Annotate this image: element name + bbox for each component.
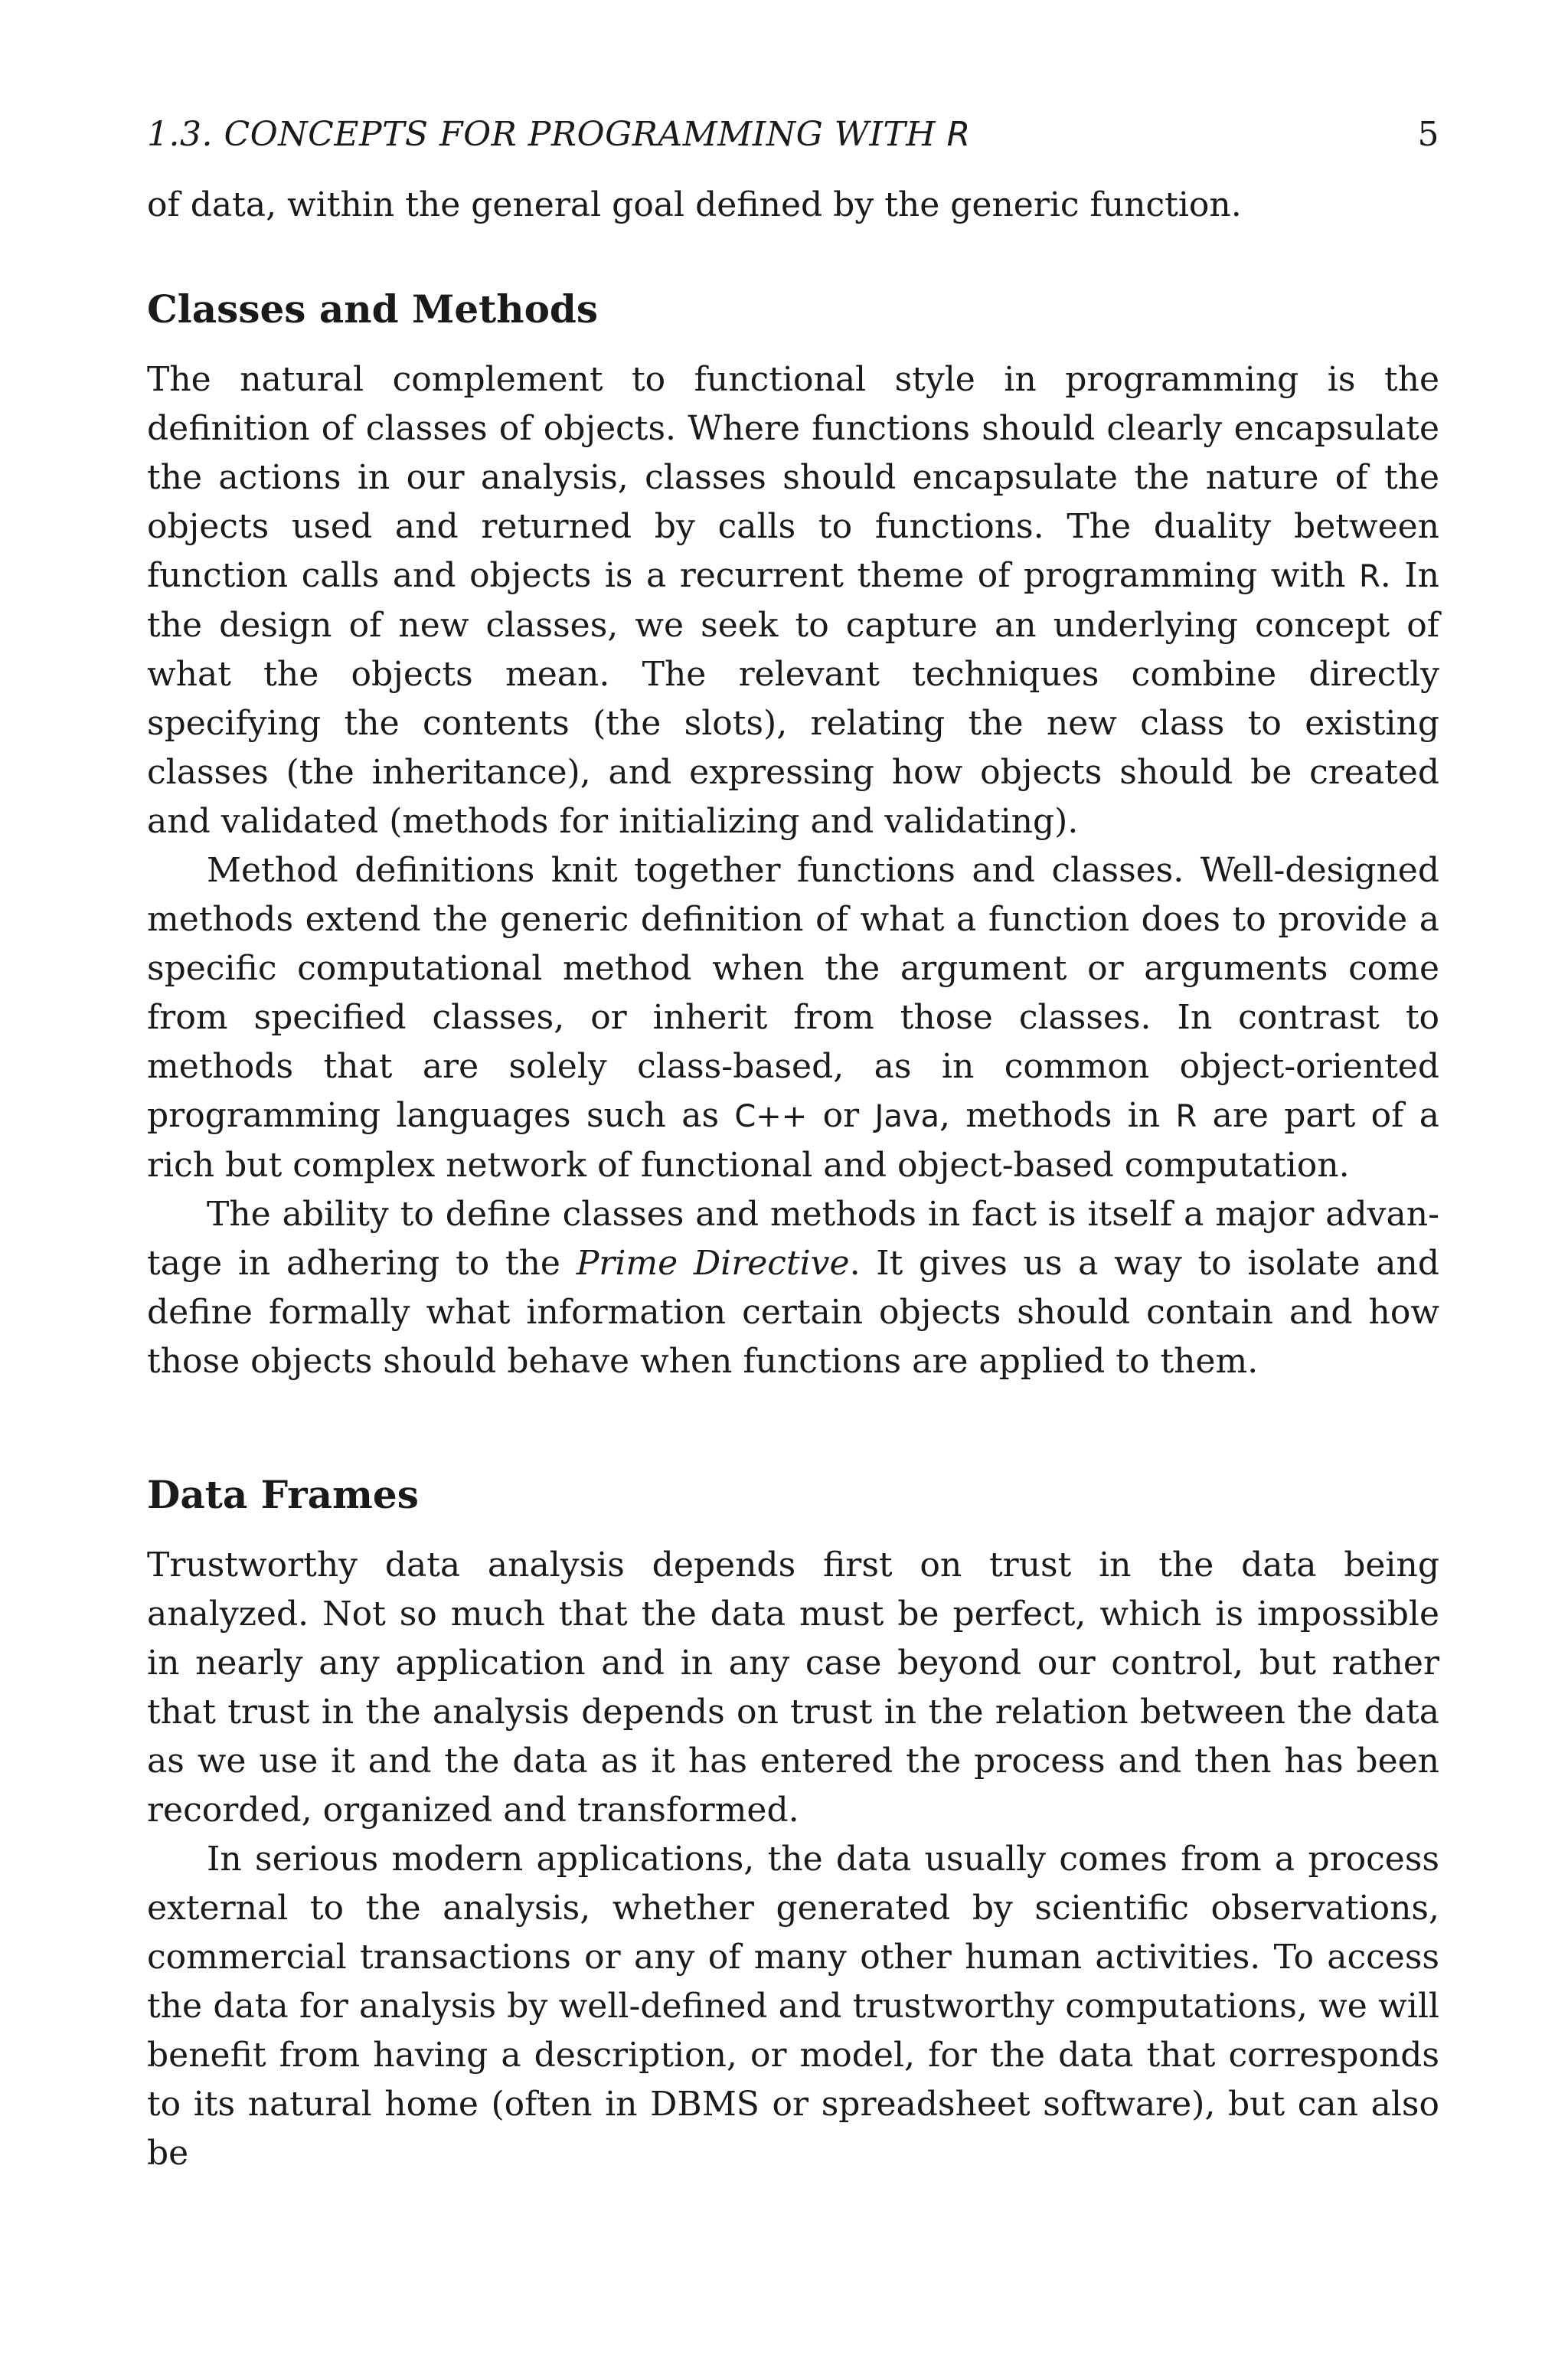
heading-data-frames: Data Frames [147, 1472, 419, 1517]
text-run: The ability to define classes and methods in fact is itself a major advantage in adhering to the [147, 1195, 1439, 1283]
heading-classes-and-methods: Classes and Methods [147, 286, 599, 332]
text-run: or [807, 1096, 875, 1135]
section-title-r: R [946, 115, 971, 154]
paragraph-classes-1 [147, 355, 1439, 846]
code-r: R [1358, 559, 1380, 594]
book-page [147, 107, 1439, 2178]
page-number: 5 [1417, 115, 1439, 154]
text-run: Method definitions knit together functions and classes. Well-designed methods extend the generic definition of what a function does to provide a specific computational method when the argument or arguments come from specified classes, or inherit from those classes. In contrast to methods that are solely class-based, as in common object-oriented programming languages such as [147, 851, 1439, 1135]
intro-line: of data, within the general goal defined by the generic function. [147, 185, 1242, 224]
code-java: Java [874, 1099, 940, 1134]
text-run: . In the design of new classes, we seek to capture an underlying concept of what the objects mean. The relevant techniques combine directly specifying the contents (the slots), relating the new class to existing classes (the inheritance), and expressing how objects should be created and validated (methods for initializing and validating). [147, 556, 1439, 841]
code-r: R [1175, 1099, 1197, 1134]
paragraph-classes-2 [147, 846, 1439, 1190]
section-title-text: 1.3. CONCEPTS FOR PROGRAMMING WITH [147, 115, 947, 154]
code-cpp: C++ [734, 1099, 808, 1134]
paragraph-data-frames-2: In serious modern applications, the data usually comes from a process external to the analysis, whether generated by scientific observations, commercial transactions or any of many other human activities. To access the data for analysis by well-defined and trustworthy computations, we will benefit from having a description, or model, for the data that corresponds to its natural home (often in DBMS or spreadsheet software), but can also be [147, 1840, 1439, 2173]
text-run: , methods in [939, 1096, 1176, 1135]
paragraph-data-frames-1: Trustworthy data analysis depends first on trust in the data being analyzed. Not so much that the data must be perfect, which is impossible in nearly any application and in any case beyond our control, but rather that trust in the analysis depends on trust in the relation between the data as we use it and the data as it has entered the process and then has been recorded, organized and transformed. [147, 1546, 1439, 1830]
text-run: The natural complement to functional style in programming is the definition of classes of objects. Where functions should clearly encapsulate the actions in our analysis, classes should encapsulate the nature of the objects used and returned by calls to functions. The duality between function calls and objects is a recurrent theme of programming with [147, 360, 1439, 595]
section-title [147, 115, 971, 154]
paragraph-classes-3 [147, 1190, 1439, 1386]
running-head [147, 107, 1439, 161]
text-run: . It gives us a way to isolate and define formally what information certain objects should contain and how those objects should behave when functions are applied to them. [147, 1244, 1439, 1381]
text-run: are part of a rich but complex network of functional and object-based computation. [147, 1096, 1440, 1185]
emphasis-prime-directive: Prime Directive [576, 1244, 850, 1283]
